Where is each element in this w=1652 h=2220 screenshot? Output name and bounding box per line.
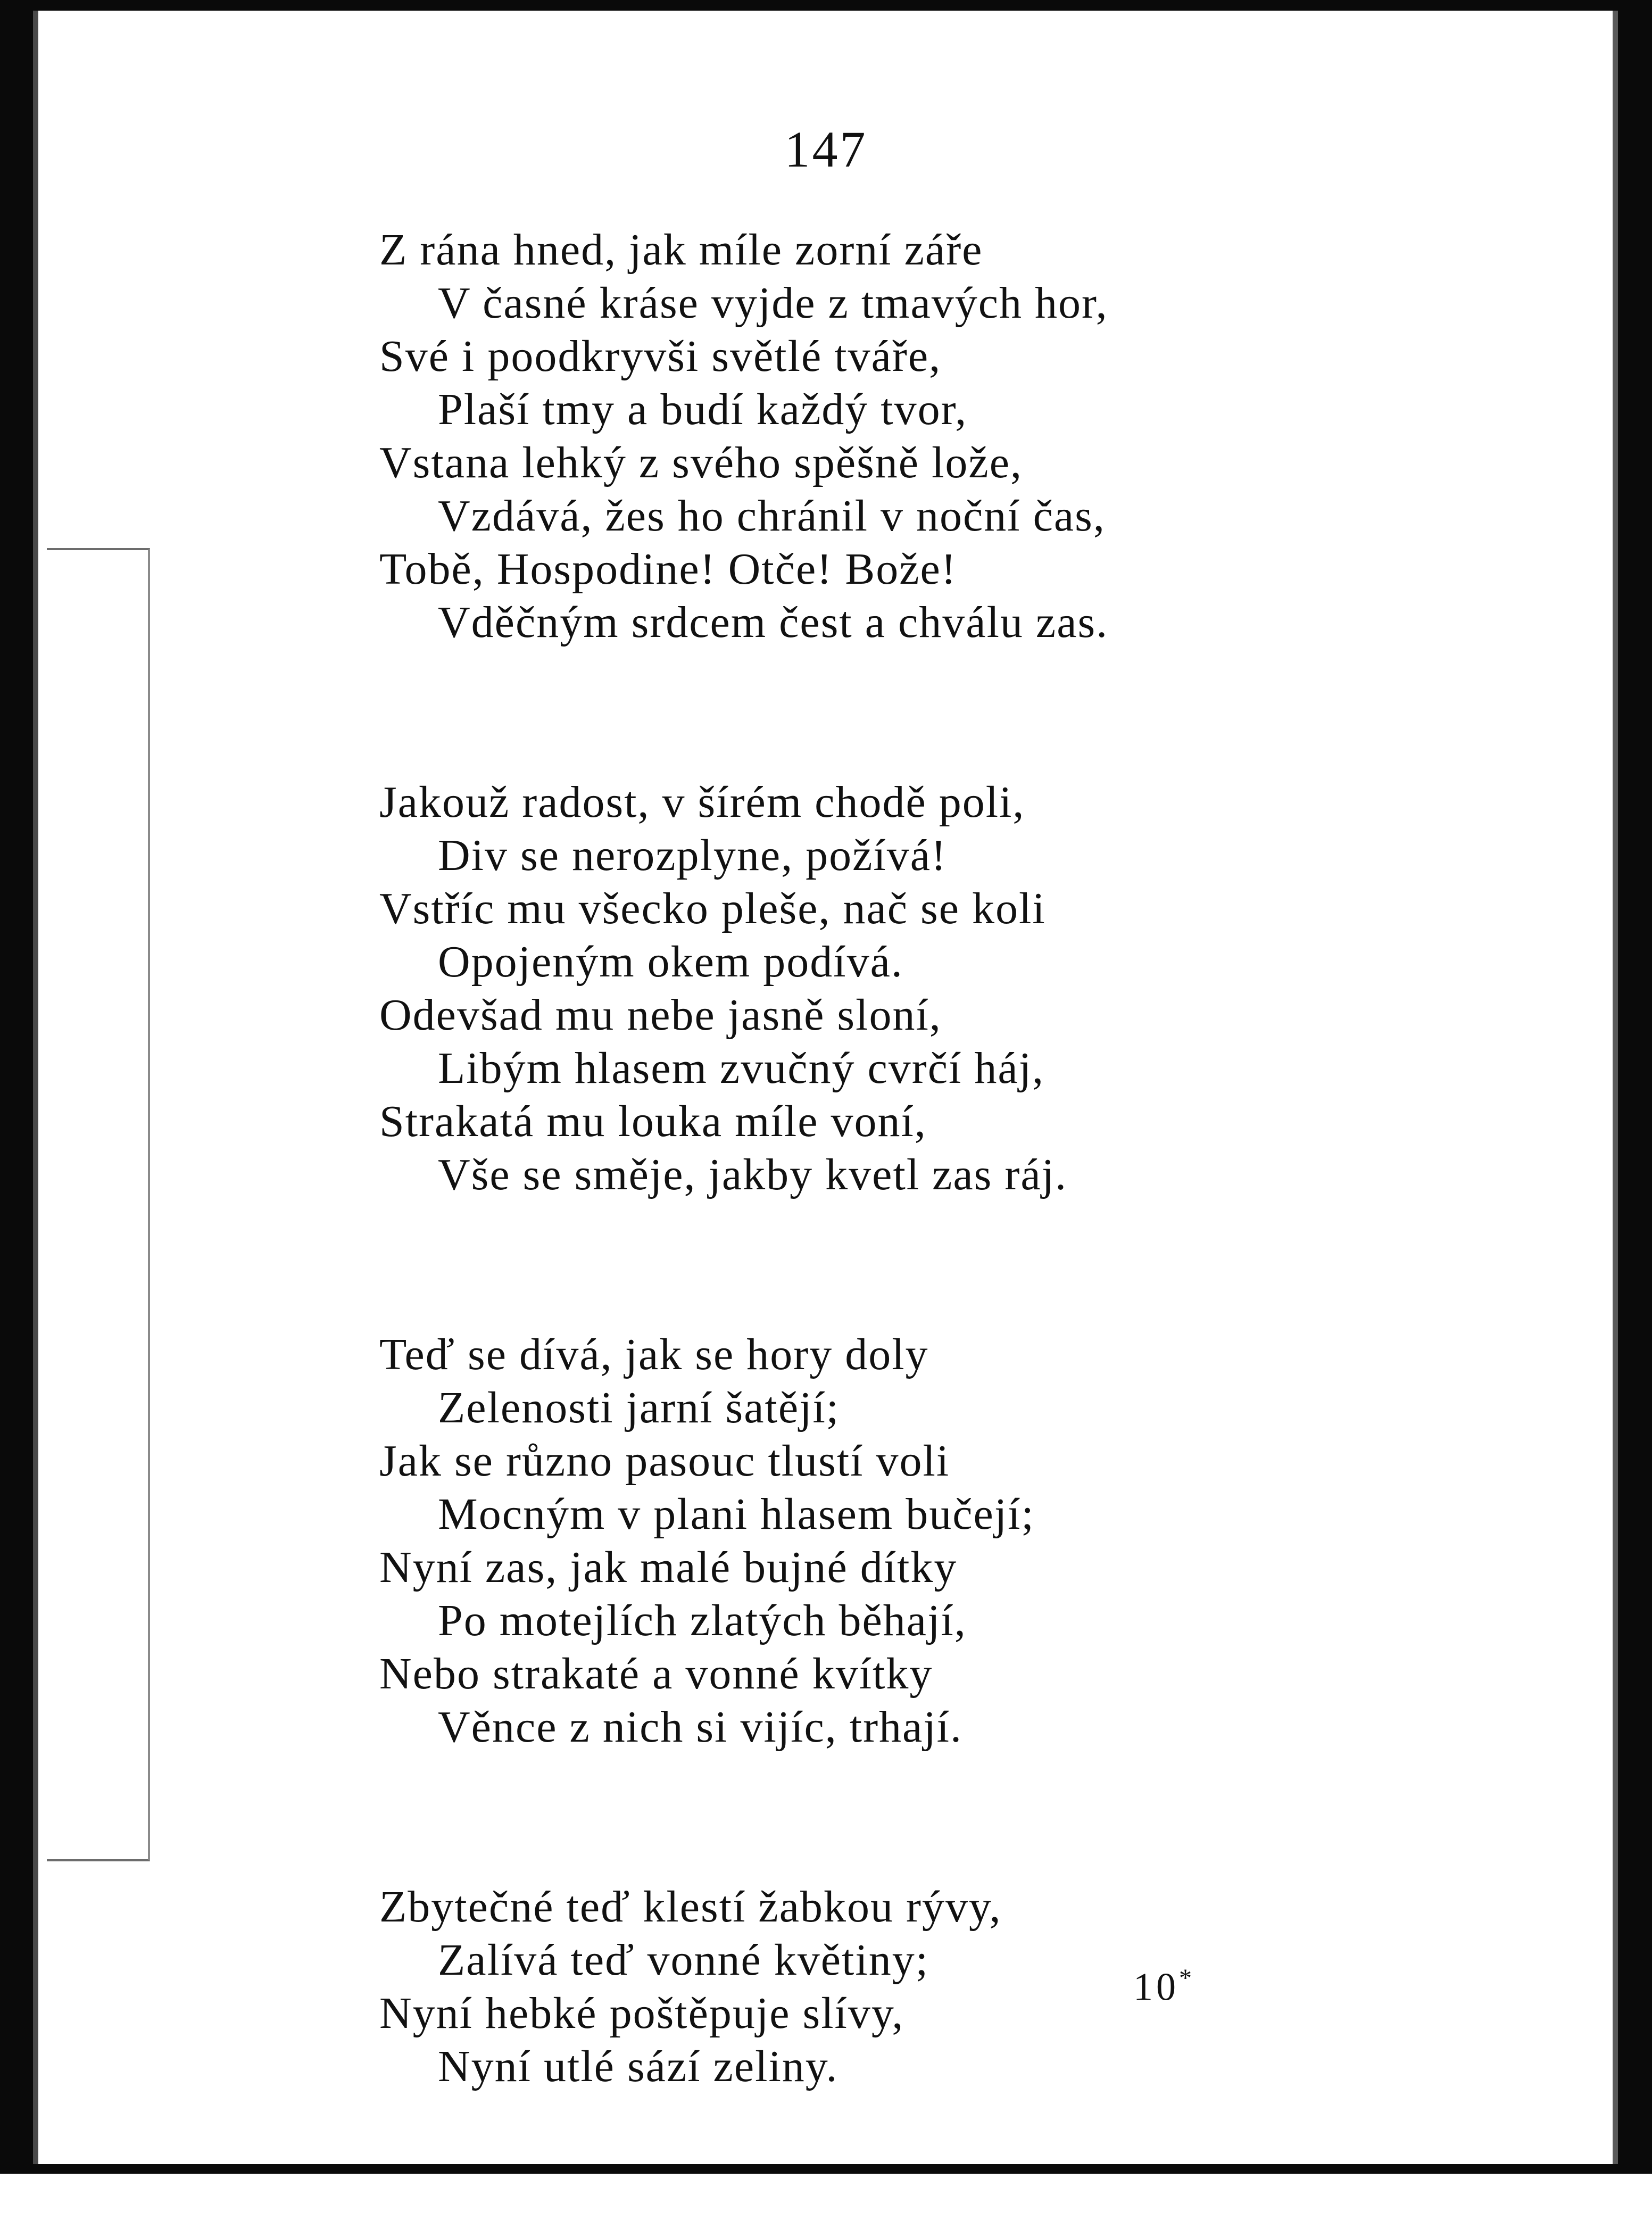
page-edge-mark xyxy=(47,548,150,1861)
signature-asterisk: * xyxy=(1179,1964,1195,1992)
poem-line: Nyní hebké poštěpuje slívy, xyxy=(379,1989,904,2038)
poem-line: Vděčným srdcem čest a chválu zas. xyxy=(438,598,1109,647)
poem-line: Nebo strakaté a vonné kvítky xyxy=(379,1649,933,1699)
poem-line: V časné kráse vyjde z tmavých hor, xyxy=(438,278,1108,328)
signature-number: 10 xyxy=(1133,1965,1179,2009)
poem-line: Jak se různo pasouc tlustí voli xyxy=(379,1436,950,1486)
poem-line: Strakatá mu louka míle voní, xyxy=(379,1097,927,1146)
poem-line: Zalívá teď vonné květiny; xyxy=(438,1935,929,1985)
stanza xyxy=(379,223,1108,649)
poem-line: Své i poodkryvši světlé tváře, xyxy=(379,332,942,381)
page-number: 147 xyxy=(784,121,868,178)
poem-line: Vzdává, žes ho chránil v noční čas, xyxy=(438,491,1106,541)
poem-line: Odevšad mu nebe jasně sloní, xyxy=(379,990,942,1040)
poem-line: Teď se dívá, jak se hory doly xyxy=(379,1330,929,1379)
poem-line: Div se nerozplyne, požívá! xyxy=(438,831,948,880)
poem-line: Věnce z nich si vijíc, trhají. xyxy=(438,1702,963,1752)
poem-line: Nyní zas, jak malé bujné dítky xyxy=(379,1543,958,1592)
poem-line: Vstříc mu všecko pleše, nač se koli xyxy=(379,884,1046,933)
poem-line: Mocným v plani hlasem bučejí; xyxy=(438,1489,1035,1539)
signature-mark xyxy=(1133,1964,1195,2010)
poem-line: Vše se směje, jakby kvetl zas ráj. xyxy=(438,1150,1067,1199)
stanza xyxy=(379,776,1108,1202)
poem xyxy=(379,223,1108,2220)
poem-line: Libým hlasem zvučný cvrčí háj, xyxy=(438,1043,1044,1093)
stanza xyxy=(379,1328,1108,1754)
stanza xyxy=(379,1881,1108,2093)
poem-line: Opojeným okem podívá. xyxy=(438,937,903,987)
poem-line: Zbytečné teď klestí žabkou rývy, xyxy=(379,1882,1002,1932)
poem-line: Tobě, Hospodine! Otče! Bože! xyxy=(379,544,957,594)
poem-line: Zelenosti jarní šatějí; xyxy=(438,1383,840,1432)
poem-line: Plaší tmy a budí každý tvor, xyxy=(438,385,968,434)
poem-line: Jakouž radost, v šírém chodě poli, xyxy=(379,777,1025,827)
poem-line: Nyní utlé sází zeliny. xyxy=(438,2042,839,2091)
poem-line: Vstana lehký z svého spěšně lože, xyxy=(379,438,1023,487)
poem-line: Z rána hned, jak míle zorní záře xyxy=(379,225,983,275)
poem-line: Po motejlích zlatých běhají, xyxy=(438,1596,967,1645)
